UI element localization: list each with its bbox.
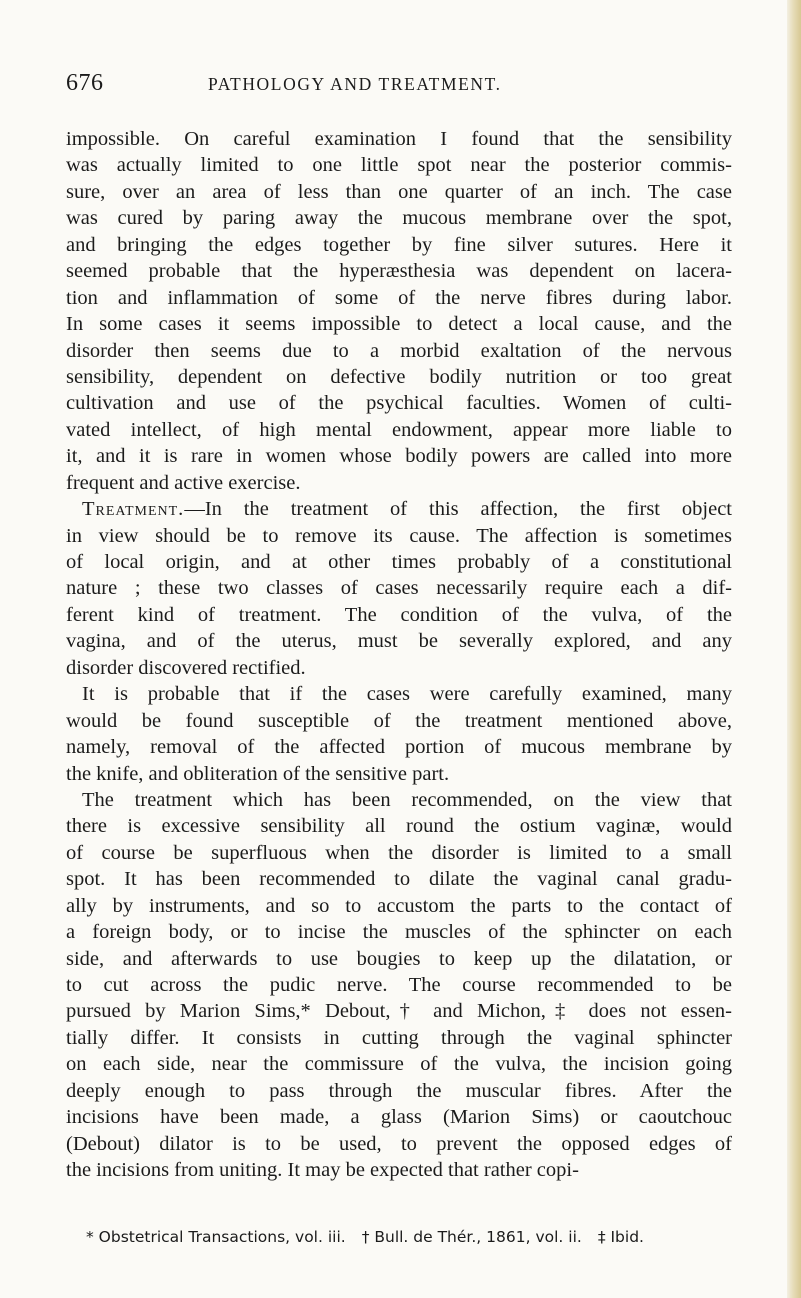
running-title: PATHOLOGY AND TREATMENT. (208, 74, 502, 94)
text-line: frequent and active exercise. (66, 471, 301, 494)
text-line: of local origin, and at other times probably of a constitutional (66, 551, 732, 573)
text-line: In some cases it seems impossible to detect a local cause, and the (66, 313, 732, 336)
text-line: namely, removal of the affected portion of mucous membrane by (66, 736, 732, 759)
text-line: spot. It has been recommended to dilate the vaginal canal gradu- (66, 868, 732, 891)
footnote-1: * Obstetrical Transactions, vol. iii. (86, 1228, 346, 1246)
treatment-heading: Treatment. (82, 498, 185, 521)
page-edge (787, 0, 801, 1298)
text-line: incisions have been made, a glass (Marion Sims) or caoutchouc (66, 1106, 732, 1129)
text-line: ferent kind of treatment. The condition of the vulva, of the (66, 603, 732, 626)
text-line: tially differ. It consists in cutting through the vaginal sphincter (66, 1026, 732, 1049)
text-line: impossible. On careful examination I found that the sensibility (66, 128, 732, 150)
text-line: seemed probable that the hyperæsthesia was dependent on lacera- (66, 260, 732, 283)
text-line: would be found susceptible of the treatment mentioned above, (66, 709, 732, 732)
text-line: It is probable that if the cases were carefully examined, many (82, 683, 732, 706)
text-line: ally by instruments, and so to accustom the parts to the contact of (66, 894, 732, 917)
text-line: of course be superfluous when the disorder is limited to a small (66, 841, 732, 864)
text-line: sure, over an area of less than one quarter of an inch. The case (66, 180, 732, 203)
text-line: vagina, and of the uterus, must be severally explored, and any (66, 630, 732, 653)
text-line: there is excessive sensibility all round the ostium vaginæ, would (66, 815, 732, 838)
text-line: disorder then seems due to a morbid exaltation of the nervous (66, 339, 732, 362)
text-line: was actually limited to one little spot near the posterior commis- (66, 154, 732, 177)
text-line: it, and it is rare in women whose bodily powers are called into more (66, 445, 732, 468)
text-line: on each side, near the commissure of the vulva, the incision going (66, 1053, 732, 1076)
text-line: The treatment which has been recommended, on the view that (82, 788, 732, 811)
text-line: the knife, and obliteration of the sensitive part. (66, 762, 450, 785)
text-line: cultivation and use of the psychical faculties. Women of culti- (66, 392, 732, 415)
text-line: a foreign body, or to incise the muscles of the sphincter on each (66, 921, 732, 944)
text-line: and bringing the edges together by fine silver sutures. Here it (66, 233, 732, 256)
treatment-line-rest: —In the treatment of this affection, the first object (184, 498, 732, 521)
text-line: was cured by paring away the mucous membrane over the spot, (66, 207, 732, 230)
footnote-2: † Bull. de Thér., 1861, vol. ii. (361, 1228, 582, 1246)
text-line: sensibility, dependent on defective bodily nutrition or too great (66, 365, 732, 388)
treatment-line (66, 496, 732, 522)
text-line: side, and afterwards to use bougies to keep up the dilatation, or (66, 947, 732, 970)
text-line: deeply enough to pass through the muscular fibres. After the (66, 1079, 732, 1102)
text-line: to cut across the pudic nerve. The course recommended to be (66, 974, 732, 996)
text-line: nature ; these two classes of cases necessarily require each a dif- (66, 577, 732, 600)
footnote-3: ‡ Ibid. (597, 1228, 644, 1246)
text-line: vated intellect, of high mental endowment, appear more liable to (66, 418, 732, 441)
text-line: disorder discovered rectified. (66, 656, 306, 679)
page-number: 676 (66, 70, 104, 96)
text-line: in view should be to remove its cause. The affection is sometimes (66, 524, 732, 547)
text-line: the incisions from uniting. It may be expected that rather copi- (66, 1159, 579, 1182)
body-text (66, 126, 732, 1184)
text-line: pursued by Marion Sims,* Debout,† and Michon,‡ does not essen- (66, 1000, 732, 1023)
text-line: tion and inflammation of some of the nerve fibres during labor. (66, 286, 732, 309)
page-header (66, 70, 732, 106)
footnotes (86, 1228, 644, 1246)
text-line: (Debout) dilator is to be used, to prevent the opposed edges of (66, 1132, 732, 1155)
